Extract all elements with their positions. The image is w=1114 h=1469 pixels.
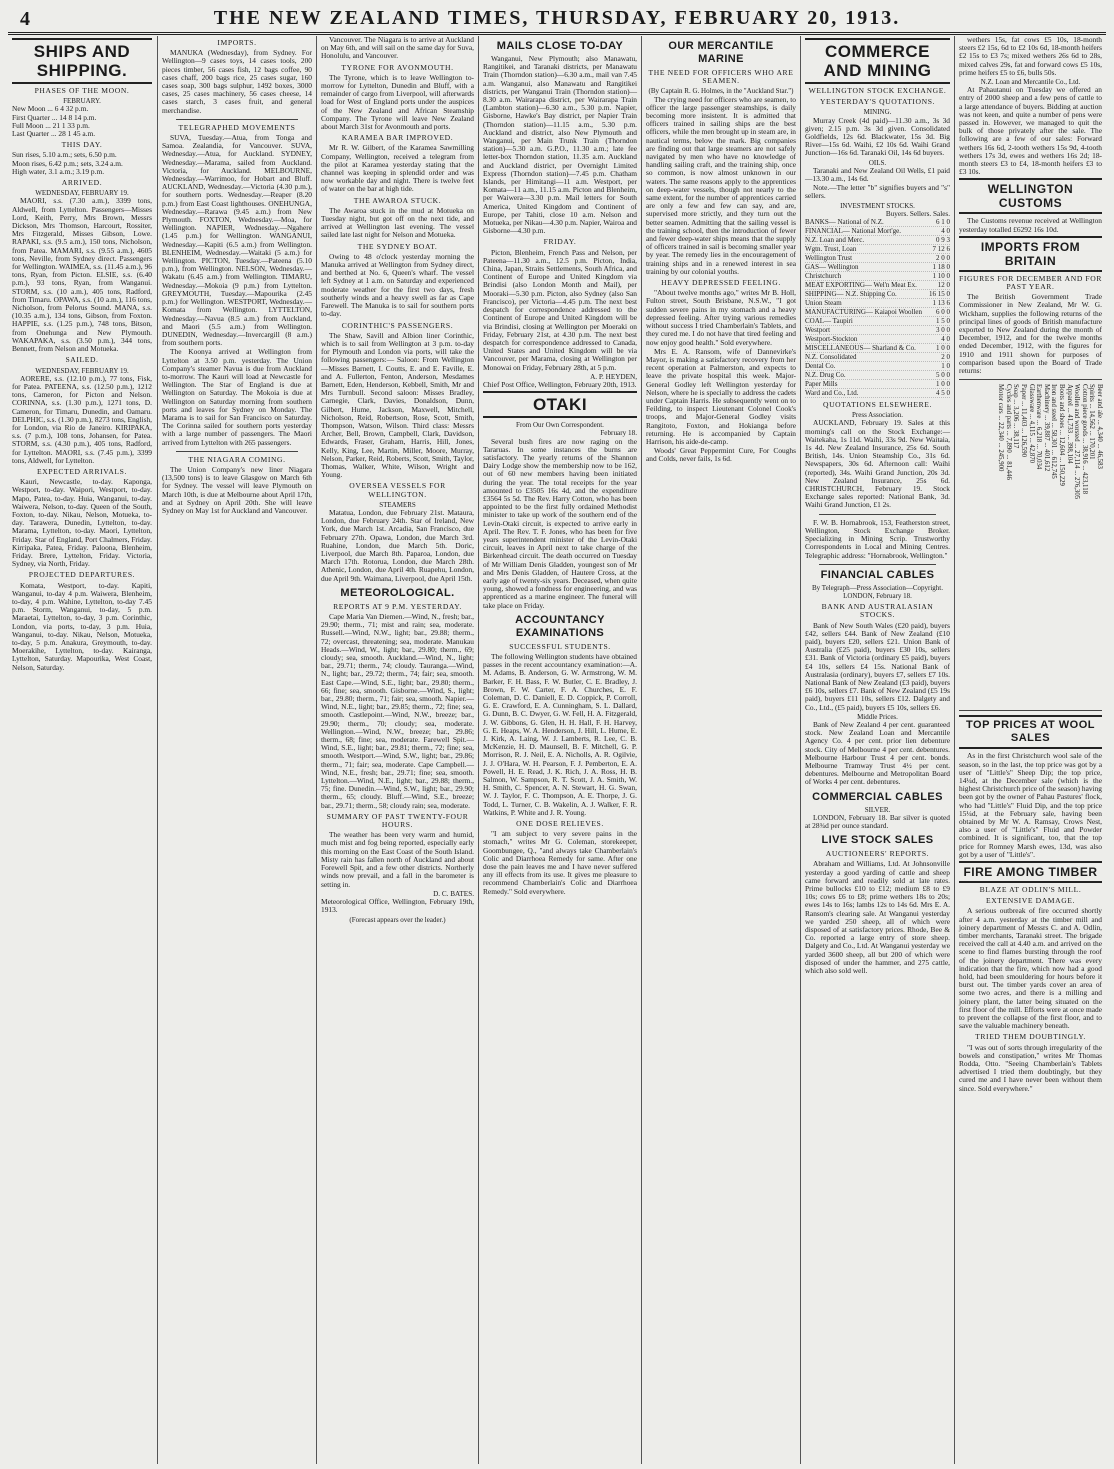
tyrone-heading: TYRONE FOR AVONMOUTH.	[341, 62, 454, 72]
divider	[176, 451, 298, 452]
mails-text: Wanganui, New Plymouth; also Manawatu, Rangitikei, and Taranaki districts, per Manawatu Train (Thorndon station)—6.30 a.m., mail van 7.45 a.m. Wanganui, also Manawatu and Rangitikei districts, per Wanganui Train (Thorndon station)—8.30 a.m. Wairarapa district, per Wairarapa Train (Lambton station)—6.30 a.m., 5.30 p.m. Napier, Gisborne, Hawke's Bay district, per Napier Train (Thorndon station)—11.15 a.m., 5.30 p.m. Auckland and district, also New Plymouth and Wanganui, per Main Trunk Train (Thorndon station)—5.30 a.m. G.P.O., 11.30 a.m.; late fee letter-box Thorndon station, 11.35 a.m. Auckland and Auckland district, per Overnight Limited Express (Thorndon station)—7.45 p.m. Chatham Islands, per Himitangi—11 a.m. Westport, per Komata—11 a.m., 11.15 a.m. Picton and Blenheim, per Waiwera—3.30 p.m. Mail letters for South America, United Kingdom and Continent of Europe, per Tahiti, close 10 a.m. Nelson and Motueka, per Nikau—4.30 p.m. Napier, Wairoa and Gisborne—4.30 p.m.	[483, 54, 637, 236]
oils-heading: OILS.	[868, 158, 887, 167]
stock-name: MEAT EXPORTING— Wel'n Meat Ex.	[805, 281, 917, 290]
imports-table-row: Beer and ale ... 4,340 ... 46,583	[1096, 384, 1103, 470]
silver-heading: SILVER.	[864, 805, 891, 814]
awaroa-text: The Awaroa stuck in the mud at Motueka on Tuesday night, but got off on the next tide, and arrived at Wellington last evening. The vessel sailed late last night for Nelson and Motueka.	[321, 205, 474, 240]
moon-heading: PHASES OF THE MOON.	[34, 86, 130, 95]
auctioneers-heading: AUCTIONEERS' REPORTS.	[825, 849, 930, 859]
marine-text: The crying need for officers who are seamen, to officer the large passenger steamships, is daily becoming more insistent. It is admitted that officers trained in sailing ships are the best officers, while the men brought up in steam are, in nautical terms, below the mark. Big companies are finding out that large steamers are not safely navigated by men who have no knowledge of handling sailing craft, and the training ship, once so common, is now almost unknown in our waters. The same reasons apply to the apprentices on deep-water vessels, though not nearly to the same extent, for the number of apprentices carried are only a few and few can say, and are, supervised more strictly, and they turn out the better seamen. Admitting that the sailing vessel is the training school, then the introduction of fewer and fewer deep-water ships means that the supply of officers trained in sail is becoming smaller year by year. The remedy lies in the encouragement of training ships and in a renewed interest in sea training by our colonial youths.	[646, 94, 796, 276]
hornabrook-advert: F. W. B. Hornabrook, 153, Featherston street, Wellington, Stock Exchange Broker. Specializing in Mining Scrip. Trustworthy Correspondents in Local and Mining Centres. Telegraphic address: "Hornabrook, Wellington."	[805, 517, 950, 560]
stock-price: 4 5 0	[936, 389, 950, 398]
stock-name: Ward and Co., Ltd.	[805, 389, 859, 398]
otaki-byline: From Our Own Correspondent.	[516, 421, 604, 430]
imports-table-row: Spirits ... 14,562 ... 170,201	[1088, 384, 1096, 460]
imports-table-row: Cotton piece goods ... 38,916 ... 423,118	[1080, 384, 1088, 495]
stock-row	[805, 281, 950, 290]
sailed-text: AORERE, s.s. (12.10 p.m.), 77 tons, Fisk, for Patea. PATEENA, s.s. (12.50 p.m.), 1212 tons, Cameron, for Picton and Nelson. CORINNA, s.s. (1.30 p.m.), 1271 tons, D. Cameron, for Timaru, Dunedin, and Oamaru. DELPHIC, s.s. (1.30 p.m.), 8273 tons, English, for London, via Rio de Janeiro. KIRIPAKA, s.s. (7 p.m.), 108 tons, Johansen, for Patea. STORM, s.s. (4.30 p.m.), 405 tons, Radford, for Lyttelton. MAORI, s.s. (7.45 p.m.), 3399 tons, Aldwell, for Lyttelton.	[12, 373, 152, 465]
moon-row: New Moon ... 6 4 32 p.m.	[12, 104, 89, 114]
marine-subhead: THE NEED FOR OFFICERS WHO ARE SEAMEN.	[648, 68, 794, 86]
financial-cables-heading: FINANCIAL CABLES	[820, 568, 935, 581]
heavy-text: "About twelve months ago," writes Mr B. Holl, Fulton street, South Brisbane, N.S.W., "I got sudden severe pains in my stomach and a heavy depressed feeling. After trying various remedies without success I tried Chamberlain's Tablets, and they cured me. I do not have that tired feeling and now enjoy good health." Sold everywhere.	[646, 288, 796, 347]
customs-text: The Customs revenue received at Wellington yesterday totalled £6292 16s 10d.	[959, 216, 1102, 234]
column-marine	[641, 36, 800, 1464]
nzloan-text: At Pahautanui on Tuesday we offered an entry of 2000 sheep and a few pens of cattle to a large attendance of buyers. Bidding at auction was not keen, and quite a number of pens were passed in. However, we managed to quit the bulk of those privately after the sale. The following are a few of our sales: Forward wethers 16s 6d, 2-tooth wethers 15s 9d, 4-tooth wethers 17s 3d, ewes and wethers 16s 2d; 18-month steers £3 to £4, 18-month heifers £3 to £3 10s.	[959, 85, 1102, 177]
stock-price: 7 12 6	[932, 245, 950, 254]
summary-office: Meteorological Office, Wellington, February 19th, 1913.	[321, 896, 474, 915]
tyrone-text: The Tyrone, which is to leave Wellington to-morrow for Lyttelton, Dunedin and Bluff, with a remainder of cargo from Liverpool, will afterwards load for West of England ports under the auspices of the New Zealand and African Steamship Company. The Tyrone will leave New Zealand about March 31st for Avonmouth and ports.	[321, 72, 474, 132]
imports-table-row: Woollen and worsted ... 27,114 ... 276,305	[1073, 384, 1081, 500]
stock-row	[805, 389, 950, 398]
stock-price: 6 1 0	[936, 218, 950, 227]
stock-row	[805, 218, 950, 227]
stock-price: 1 0 0	[936, 380, 950, 389]
stock-price: 3 0 0	[936, 326, 950, 335]
stock-row	[805, 344, 950, 353]
stock-row	[805, 362, 950, 371]
livestock-continued: wethers 15s, fat cows £5 10s, 18-month steers £2 15s, 6d to £2 10s 6d, 18-month heifers £2 15s to £3 7s; mixed wethers 26s 6d to 28s, mixed calves 29s, fat and forward cows £5 10s, prime heifers £5 to £6, bulls 50s.	[959, 35, 1102, 77]
commerce-heading: COMMERCE AND MINING	[805, 38, 950, 84]
imports-heading: IMPORTS.	[217, 38, 257, 47]
relief-text: "I am subject to very severe pains in the stomach," writes Mr G. Coleman, storekeeper, Goombungee, Q., "and always take Chamberlain's Colic and Diarrhoea Remedy for same. After one dose the pain leaves me and I have never suffered any ill effects from its use. It gives me pleasure to recommend Chamberlain's Colic and Diarrhoea Remedy." Sold everywhere.	[483, 829, 637, 896]
meteorological-heading: METEOROLOGICAL.	[340, 586, 455, 599]
mails-signature: A. P. HEYDEN,	[590, 372, 637, 381]
commercial-cables-heading: COMMERCIAL CABLES	[812, 790, 943, 803]
column-mails	[478, 36, 641, 1464]
cables-subhead: By Telegraph—Press Association—Copyright. LONDON, February 18.	[811, 583, 943, 600]
stock-name: FINANCIAL— National Mort'ge.	[805, 227, 901, 236]
telegraphed-heading: TELEGRAPHED MOVEMENTS	[178, 122, 296, 132]
sun-times: Sun rises, 5.10 a.m.; sets, 6.50 p.m.	[12, 150, 117, 160]
accountancy-text: The following Wellington students have obtained passes in the recent accountancy examination:—A. M. Adams, B. Anderson, G. W. Armstrong, W. M. Barker, F. H. Bass, F. W. Butler, C. E. Bradley, J. Brown, F. W. Carter, F. A. Churches, E. F. Coleman, D. C. Daniell, E. D. Coppick, P. Corroll, G. E. Crawford, E. A. Cunningham, S. L. Dallard, G. Dunn, B. C. Dwyer, G. W. Fell, H. A. Fitzgerald, J. W. Gibbons, G. Glen, H. H. Hall, F. H. Harvey, G. E. Heaps, W. A. Henderson, J. Hill, L. Hume, E. J. Kirk, A. Laing, W. J. Lamberts, R. Lee, C. B. McKenzie, H. D. Maunsell, B. F. Mitchell, G. P. Morrison, R. J. Neil, E. A. Nicholls, A. R. Ogilvie, J. J. O'Hara, W. H. Pearson, F. J. Pemberton, E. A. Powell, H. E. Read, J. K. Rich, J. A. Ross, H. B. Salmon, W. Sampson, R. T. Scott, J. A. Smith, W. H. Smith, C. Spencer, A. N. Stewart, H. G. Swan, W. J. Taylor, F. C. Thompson, A. E. Thorpe, J. G. Todd, L. Turner, C. B. Wakelin, A. J. Walker, F. R. Watkins, P. White and J. R. Young.	[483, 652, 637, 817]
relief-heading: ONE DOSE RELIEVES.	[516, 819, 604, 829]
stock-row	[805, 380, 950, 389]
stock-name: Dental Co.	[805, 362, 836, 371]
imports-britain-text: The British Government Trade Commissioner in New Zealand, Mr W. G. Wickham, supplies the following returns of the principal lines of goods of British manufacture exported to New Zealand during the month of December, 1912, and for the twelve months ended December, 1912, with the figures for 1910 and 1911 shown for purposes of comparison based upon the Board of Trade returns:	[959, 292, 1102, 376]
moon-row: Last Quarter ... 28 1 45 a.m.	[12, 129, 96, 139]
stock-name: N.Z. Loan and Merc.	[805, 236, 865, 245]
imports-table-row: Machinery ... 39,887 ... 401,612	[1042, 384, 1050, 472]
stock-row	[805, 317, 950, 326]
imports-table-row: Glassware ... 4,115 ... 42,870	[1027, 384, 1035, 464]
karamea-text: Mr R. W. Gilbert, of the Karamea Sawmilling Company, Wellington, received a telegram from the pilot at Karamea yesterday stating that the channel was keeping in splendid order and was now workable day and night. There is twelve feet of water on the bar at high tide.	[321, 143, 474, 194]
stock-name: GAS— Wellington	[805, 263, 859, 272]
niagara-text: The Union Company's new liner Niagara (13,500 tons) is to leave Glasgow on March 6th for Sydney. The vessel will leave Plymouth on March 10th, is due at Melbourne about April 17th, and at Sydney on April 20th. She will leave Sydney on May 1st for Auckland and Vancouver.	[162, 464, 312, 515]
stock-name: BANKS— National of N.Z.	[805, 218, 884, 227]
nzloan-heading: N.Z. Loan and Mercantile Co., Ltd.	[980, 78, 1081, 87]
stock-price: 1 5 0	[936, 317, 950, 326]
middle-prices-text: Bank of New Zealand 4 per cent. guaranteed stock. New Zealand Loan and Mercantile Agency Co. 4 per cent. prior lien debenture stock. City of Melbourne 4 per cent. debentures. Melbourne Harbour Trust 4 per cent. bonds. Melbourne Tramway Trust 4½ per cent. debentures. Melbourne and Metropolitan Board of Works 4 per cent. debentures.	[805, 719, 950, 787]
stock-name: Westport	[805, 326, 831, 335]
exchange-heading: WELLINGTON STOCK EXCHANGE.	[808, 86, 947, 95]
stock-price: 2 0 0	[936, 254, 950, 263]
fire-text: A serious outbreak of fire occurred shortly after 4 a.m. yesterday at the timber mill and joinery department of Messrs C. and A. Odlin, timber merchants, Taranaki street. The brigade received the call at 4.40 a.m. and arrived on the scene to find flames bursting through the roof of the joinery department. There was every indication that the fire, which now had a good hold, had been smouldering for hours before it burst out. The timber yards cover an area of some two acres, and there is a milling and joinery plant, the latter being situated on the first floor of the mill. Efforts were at once made to prevent the collapse of the first floor, and to save the valuable machinery beneath.	[959, 906, 1102, 1031]
niagara-heading: THE NIAGARA COMING.	[188, 454, 286, 464]
sailed-date: WEDNESDAY, FEBRUARY 19.	[35, 366, 129, 375]
stock-price: 1 18 0	[932, 263, 950, 272]
stock-name: Paper Mills	[805, 380, 838, 389]
stock-name: Union Steam	[805, 299, 842, 308]
sydney-boat-heading: THE SYDNEY BOAT.	[357, 241, 438, 251]
imports-britain-heading: IMPORTS FROM BRITAIN	[959, 236, 1102, 272]
corinthic-text: The Shaw, Savill and Albion liner Corinthic, which is to sail from Wellington at 3 p.m. to-day for Plymouth and London via ports, will take the following passengers:— Saloon: From Wellington—Misses Barnett, I. Coutts, E. and E. Faville, E. and A. Fullerton, Fenton, Anderson, Mesdames Barnett, Eden, Henderson, Kebbell, Smith, Mr and Mrs Turnbull. Second saloon: Misses Bradley, Carnegie, Clark, Davies, Donaldson, Dunn, Gilbert, Hume, Jackson, Maxwell, Mitchell, Nicholson, Reid, Robertson, Rose, Scott, Smith, Thompson, Watson, Wilson. Third class: Messrs Archer, Bell, Brown, Campbell, Clark, Davidson, Edwards, Fraser, Graham, Harris, Hill, Jones, Kelly, King, Lee, Martin, Miller, Moore, Murray, Nelson, Parker, Reid, Roberts, Scott, Smith, Taylor, Thomas, Walker, White, Wilson, Wright and Young.	[321, 330, 474, 480]
mails-office: Chief Post Office, Wellington, February 20th, 1913.	[483, 379, 637, 389]
stock-price: 2 0	[941, 353, 950, 362]
stock-row	[805, 371, 950, 380]
silver-text: LONDON, February 18. Bar silver is quoted at 28¾d per ounce standard.	[805, 812, 950, 830]
imports-text: MANUKA (Wednesday), from Sydney. For Wellington—9 cases toys, 14 cases tools, 200 pieces timber, 56 cases fish, 12 bags coffee, 90 cases chaff, 200 bags rice, 25 cases sugar, 160 cases soap, 300 bags sulphur, 1492 boxes, 3000 cases, 25 cases machinery, 56 cases cheese, 14 cases starch, 3 cases fruit, and general merchandise.	[162, 48, 312, 115]
marine-byline: (By Captain R. G. Holmes, in the "Auckland Star.")	[648, 87, 794, 96]
stock-row	[805, 263, 950, 272]
shipping-notes: The Koonya arrived at Wellington from Lyttelton at 3.50 p.m. yesterday. The Union Company's steamer Navua is due from Auckland to-morrow. The Kauri will load at Newcastle for Wellington. The Star of England is due at Wellington on Saturday. The Mokoia is due at Wellington on Saturday morning from southern ports and leaves for Sydney on Monday. The Marama is to sail for San Francisco on Saturday. The Corinna sailed for southern ports yesterday with a large number of passengers. The Maori arrived from Lyttelton with 265 passengers.	[162, 347, 312, 447]
imports-table-row: Motor cars ... 22,340 ... 245,900	[997, 384, 1005, 472]
bank-stocks-heading: BANK AND AUSTRALASIAN STOCKS.	[821, 602, 934, 620]
column-imports	[157, 36, 316, 1464]
customs-heading: WELLINGTON CUSTOMS	[959, 178, 1102, 214]
mails-heading: MAILS CLOSE TO-DAY	[496, 40, 624, 52]
stock-name: N.Z. Consolidated	[805, 353, 857, 362]
elsewhere-subhead: Press Association.	[852, 411, 903, 420]
sailed-heading: SAILED.	[65, 355, 99, 365]
stock-price: 16 15 0	[929, 290, 950, 299]
stock-name: Wellington Trust	[805, 254, 853, 263]
column-ships	[8, 36, 156, 1464]
investment-heading: INVESTMENT STOCKS.	[840, 201, 915, 210]
fire-subhead-2: EXTENSIVE DAMAGE.	[985, 896, 1076, 906]
wool-heading: TOP PRICES AT WOOL SALES	[959, 715, 1102, 749]
investment-columns: Buyers. Sellers. Sales.	[885, 209, 950, 218]
oils-note: Note.—The letter "b" signifies buyers and "s" sellers.	[805, 183, 950, 201]
stock-row	[805, 272, 950, 281]
mining-text: Murray Creek (4d paid)—11.30 a.m., 3s 3d given; 2.15 p.m. 3s 3d given. Consolidated Goldfields, 12s 6d. Blackwater, 15s 3d. Big River—15s 6d. Waihi, £2 10s 6d. Waihi Grand Junction—16s 6d. Taranaki Oil, 14s 6d buyers.	[805, 115, 950, 158]
stock-row	[805, 353, 950, 362]
stock-row	[805, 326, 950, 335]
stock-row	[805, 299, 950, 308]
divider	[819, 514, 936, 515]
livestock-heading: LIVE STOCK SALES	[821, 834, 934, 847]
forecast-note: (Forecast appears over the leader.)	[349, 916, 446, 925]
newspaper-title: THE NEW ZEALAND TIMES, THURSDAY, FEBRUARY 20, 1913.	[213, 7, 901, 29]
expected-text: Kauri, Newcastle, to-day. Kaponga, Westport, to-day. Waipori, Westport, to-day. Mapo, Patea, to-day. Huia, Wanganui, to-day. Waiwera, Nelson, to-day. Queen of the South, Foxton, to-day. Nikau, Nelson, Motueka, to-day. Tarawera, Dunedin, Lyttelton, to-day. Marama, Lyttelton, to-day. Maori, Lyttelton, Friday. Star of England, Port Chalmers, Friday. Kirripaka, Patea, Friday. Paloona, Blenheim, Friday. Brere, Lyttelton, Friday. Victoria, Sydney, via North, Friday.	[12, 477, 152, 569]
imports-table-row: Apparel ... 41,733 ... 398,104	[1065, 384, 1073, 464]
stock-row	[805, 290, 950, 299]
projected-heading: PROJECTED DEPARTURES.	[28, 570, 136, 580]
page-number: 4	[20, 8, 30, 30]
otaki-text: Several bush fires are now raging on the Tararuas. In some instances the burns are satisfactory. The yearly returns of the Shannon Dairy Lodge show the membership now to be 162, out of 60 new members having been initiated during the year. The total receipts for the year amounted to £3505 16s 4d, and the expenditure £3564 5s 5d. The Rev. Harry Cotton, who has been appointed to be the first fully ordained Methodist minister to take up work of the southern end of the Levin-Otaki circuit, is expected to arrive early in April. The Rev. T. F. Jones, who has been for five years superintendent minister of the Levin-Otaki circuit, leaves in April next to take charge of the Birkenhead circuit. The death occurred on Tuesday of Mr William Denis Gladden, youngest son of Mr and Mrs Denis Gladden, of Hautere Cross, at the early age of twenty-six years. Deceased, when quite young, showed a fondness for engineering, and was apprenticed as a marine engineer. The funeral will take place on Friday.	[483, 436, 637, 610]
stock-name: Westport-Stockton	[805, 335, 858, 344]
tried-heading: TRIED THEM DOUBTINGLY.	[975, 1032, 1086, 1042]
column-shipping-news	[316, 36, 478, 1464]
stock-name: Wgtn. Trust, Loan	[805, 245, 857, 254]
stock-row	[805, 335, 950, 344]
stock-row	[805, 245, 950, 254]
otaki-heading: OTAKI	[483, 391, 637, 418]
moon-times: Moon rises, 6.42 p.m.; sets, 3.24 a.m.	[12, 158, 123, 168]
imports-table-rotated	[963, 384, 1103, 704]
marine-heading: OUR MERCANTILE MARINE	[668, 40, 774, 65]
stock-price: 1 0 0	[936, 344, 950, 353]
stock-price: 12 0	[937, 281, 950, 290]
stock-price: 4 0	[941, 227, 950, 236]
karamea-heading: KARAMEA BAR IMPROVED.	[341, 133, 454, 143]
stock-row	[805, 227, 950, 236]
middle-prices-heading: Middle Prices.	[857, 712, 898, 721]
telegraphed-text: SUVA, Tuesday.—Atua, from Tonga and Samoa. Zealandia, for Vancouver. SUVA, Wednesday.—Atua, for Auckland. SYDNEY, Wednesday.—Marama, sailed from Auckland. Victoria, for Auckland. MELBOURNE, Wednesday.—Warrimoo, for Hobart and Bluff. AUCKLAND, Wednesday.—Victoria (4.30 p.m.), for southern ports. Wednesday.—Reaper (8.20 p.m.) from East Coast lighthouses. ONEHUNGA, Wednesday.—Rarawa (9.45 a.m.) from New Plymouth. FOXTON, Wednesday.—Moa, for Wellington. NAPIER, Wednesday.—Ngahere (1.45 p.m.) for Wellington. WANGANUI, Wednesday.—Kapiti (6.5 a.m.) from Wellington. BLENHEIM, Wednesday.—Waitaki (5 a.m.) for Wellington. PICTON, Tuesday.—Pateena (5.10 p.m.), from Wellington. NELSON, Wednesday.—Wakatu (6.45 a.m.) from Wellington. TIMARU, Wednesday.—Mokoia (9 p.m.) from Lyttelton. GREYMOUTH, Tuesday.—Mapourika (2.45 p.m.) for Wellington. WESTPORT, Wednesday.—Komata from Wellington. LYTTELTON, Wednesday.—Navua (8.5 a.m.) from Auckland, and Maori (5.5 a.m.) from Wellington. DUNEDIN, Wednesday.—Invercargill (8 a.m.) from southern ports.	[162, 133, 312, 348]
expected-heading: EXPECTED ARRIVALS.	[37, 466, 127, 476]
wool-text: As in the first Christchurch wool sale of the season, so in the last, the top price was got by a user of "Little's" Sheep Dip; the top price, 14¼d, at the December sale (which is the highest Christchurch price of the season) having been got by the owner of Pahau Pastures' flock, who had "Little's" Fluid Dip, and the top price 15¼d, at the February sale, having been obtained by Mr W. A. Ramsay, Crows Nest, also a user of "Little's" Fluid and Powder combined. It is significant, too, that the top price for Romney Marsh ewes, 13d, was also got by a user of "Little's".	[959, 751, 1102, 859]
awaroa-heading: THE AWAROA STUCK.	[353, 195, 442, 205]
this-day-heading: THIS DAY.	[61, 140, 103, 150]
otaki-date: February 18.	[600, 429, 637, 438]
divider	[176, 119, 298, 120]
mining-heading: MINING.	[863, 108, 892, 117]
stock-price: 1 0	[941, 362, 950, 371]
stock-price: 1 13 6	[932, 299, 950, 308]
friday-heading: FRIDAY.	[543, 237, 577, 247]
moon-row: First Quarter ... 14 8 14 p.m.	[12, 112, 97, 122]
stock-name: SHIPPING— N.Z. Shipping Co.	[805, 290, 897, 299]
oversea-text: Matatua, London, due February 21st. Mataura, London, due February 24th. Star of Ireland, New York, due March 1st. Arcadia, San Francisco, due February 27th. Opawa, London, due March 3rd. Ruahine, London, due March 5th. Doric, Liverpool, due March 8th. Paparoa, London, due March 17th. Rotorua, London, due March 28th. Athenic, London, due April 4th. Ruapehu, London, due April 9th. Waimana, Liverpool, due April 15th.	[321, 507, 474, 583]
imports-table-row: Earthenware ... 6,218 ... 70,034	[1035, 384, 1043, 470]
accountancy-heading: ACCOUNTANCY EXAMINATIONS	[515, 613, 605, 639]
stock-name: MANUFACTURING— Kaiapoi Woollen	[805, 308, 923, 317]
oversea-heading: OVERSEA VESSELS FOR WELLINGTON.	[349, 481, 446, 499]
fire-heading: FIRE AMONG TIMBER	[959, 861, 1102, 883]
stock-price: 5 0 0	[936, 371, 950, 380]
stock-row	[805, 236, 950, 245]
steamers-label: STEAMERS	[379, 500, 416, 509]
cables-text: Bank of New South Wales (£20 paid), buyers £42, sellers £44. Bank of New Zealand (£10 paid), buyers £20, sellers £21. Union Bank of Australia (£25 paid), buyers £30 10s, sellers £31. Bank of Victoria (ordinary £5 paid), buyers £4 10s, sellers £4 15s. National Bank of Australasia (ordinary), buyers £7, sellers £7 10s. National Bank of New Zealand (£3 paid), buyers £6 10s, sellers £7. Bank of New Zealand (£5 19s paid), buyers £11 10s, sellers £12. Dalgety and Co., Ltd., (£5 paid), buyers £5 10s, sellers £6.	[805, 620, 950, 712]
ships-heading: SHIPS AND SHIPPING.	[12, 38, 152, 84]
masthead	[8, 6, 1106, 35]
peppermint-advert: Woods' Great Peppermint Cure, For Coughs and Colds, never fails, 1s 6d.	[646, 446, 796, 464]
fire-subhead: BLAZE AT ODLIN'S MILL.	[979, 884, 1082, 894]
moon-month: FEBRUARY.	[63, 97, 101, 106]
accountancy-subhead: SUCCESSFUL STUDENTS.	[509, 641, 611, 651]
meteorological-subhead: REPORTS AT 9 P.M. YESTERDAY.	[333, 601, 462, 611]
projected-text: Komata, Westport, to-day. Kapiti, Wanganui, to-day 4 p.m. Waiwera, Blenheim, to-day, 4 p.m. Wahine, Lyttelton, to-day 7.45 p.m. Storm, Wanganui, to-day, 5 p.m. Maraetai, Lyttelton, to-day, 3 p.m. Corinthic, London, via ports, to-day, 3 p.m. Huia, Wanganui, to-day. Nikau, Nelson, Motueka, to-day, 5 p.m. Anakura, Greymouth, to-day. Moerakihe, Lyttelton, to-day. Kairanga, Lyttelton, Saturday. Mapourika, West Coast, Nelson, Saturday.	[12, 580, 152, 672]
imports-table-row: Boots and shoes ... 12,604 ... 150,229	[1058, 384, 1066, 487]
stock-price: 6 0 0	[936, 308, 950, 317]
stock-name: Christchurch	[805, 272, 842, 281]
arrived-heading: ARRIVED.	[61, 178, 103, 188]
elsewhere-text: AUCKLAND, February 19. Sales at this morning's call on the Stock Exchange:— Waitekaha, 1s 11d. Waihi, 33s 9d. New Waitaia, 1s 4d. New Zealand Insurance, 25s 6d. South British, 14s. Union Steamship Co., 31s 6d. Newspapers, 30s 6d. Afternoon call: Waihi (reported), 34s. Waihi Grand Junction, 20s 3d. New Zealand Insurance, 25s 6d. CHRISTCHURCH, February 19. Stock Exchange sales reported: National Bank, 3d. Waihi Grand Junction, £1 2s.	[805, 418, 950, 510]
imports-table-row: Paper ... 11,403 ... 126,590	[1020, 384, 1028, 458]
summary-signature: D. C. BATES.	[433, 889, 474, 898]
ransom-text: Mrs E. A. Ransom, wife of Dannevirke's Mayor, is making a satisfactory recovery from her recent operation at Palmerston, and expects to leave the private hospital this week. Major-General Godley left Wellington yesterday for Nelson, where he is specially to address the cadets under Captain Harris. He subsequently went on to Feilding, to inspect Lieutenant Colonel Cook's troops, and Major-General Godley visits Rangitoto, Foxton, and Hokianga before returning. He is accompanied by Captain Harrison, his aide-de-camp.	[646, 346, 796, 446]
friday-text: Picton, Blenheim, French Pass and Nelson, per Pateena—11.30 a.m., 12.5 p.m. Picton, India, China, Japan, Straits Settlements, South Africa, and Continent of Europe and United Kingdom via Brindisi (also London Month and Mail), per Mooraki—5.30 p.m. Picton, also Sydney (also San Francisco), per Victoria—4.45 p.m. The next best despatch for correspondence addressed to the Continent of Europe and United Kingdom will be via Brindisi, closing at Wellington per Moeraki on Friday, February 21st, at 4.30 p.m. The next best despatch for correspondence addressed to Canada, United States and United Kingdom will be via Vancouver, per Marama, closing at Wellington per Monowai on Friday, February 28th, at 5 p.m.	[483, 247, 637, 372]
imports-table-row: Iron and steel ... 58,301 ... 612,745	[1050, 384, 1058, 480]
imports-britain-subhead: FIGURES FOR DECEMBER AND FOR PAST YEAR.	[959, 273, 1102, 292]
tried-text: "I was out of sorts through irregularity of the bowels and constipation," writes Mr Thomas Rodda, Otto. "Seeing Chamberlain's Tablets advertised I tried them doubtingly, but they cured me and I have never been without them since. Sold everywhere."	[959, 1042, 1102, 1093]
stock-list	[805, 218, 950, 398]
stock-price: 4 0	[941, 335, 950, 344]
heavy-heading: HEAVY DEPRESSED FEELING.	[661, 278, 781, 288]
summary-heading: SUMMARY OF PAST TWENTY-FOUR HOURS.	[326, 811, 469, 830]
stock-row	[805, 254, 950, 263]
imports-table	[959, 379, 1102, 711]
niagara-continued: Vancouver. The Niagara is to arrive at Auckland on May 6th, and will sail on the same day for Suva, Honolulu, and Vancouver.	[321, 35, 474, 61]
summary-text: The weather has been very warm and humid, much mist and fog being reported, especially early this morning on the East Coast of the South Island. Misty rain has fallen north of Auckland and about Forewell Spit, and a few other districts. Northerly winds now prevail, and a fall in the barometer is setting in.	[321, 830, 474, 889]
arrived-text: MAORI, s.s. (7.30 a.m.), 3399 tons, Aldwell, from Lyttelton. Passengers—Misses Lord, Keith, Perry, Mrs Brown, Messrs Dickson, Mrs Thomson, Harcourt, Rossiter, Mrs Fitzgerald, Misses Gibson, Lowe. RAPAKI, s.s. (9.5 a.m.), 150 tons, Nicholson, from Patea. MAMARI, s.s. (9.55 a.m.), 4605 tons, Neville, from Sydney direct. Passengers for Wellington. WAIMEA, s.s. (11.45 a.m.), 96 tons, Ryan, from Picton. ELSIE, s.s. (6.40 p.m.), 93 tons, Ryan, from Wanganui. STORM, s.s. (10 a.m.), 405 tons, Radford, from Timaru. OPAWA, s.s. (10 a.m.), 116 tons, Nicholson, from Pelorus Sound. MANA, s.s. (10.35 a.m.), 134 tons, Gibson, from Foxton. HAPPIE, s.s. (1.25 p.m.), 748 tons, Bitson, from Onehunga and New Plymouth. WAKAPAKA, s.s. (3.50 p.m.), 344 tons, Bennett, from Nelson and Motueka.	[12, 196, 152, 354]
livestock-text: Abraham and Williams, Ltd. At Johnsonville yesterday a good yarding of cattle and sheep came forward and readily sold at late rates. Prime bullocks £10 to £12; medium £8 to £9 10s; cows £6 to £8; prime wethers 18s to 20s; ewes 14s to 16s; lambs 12s to 14s 6d. Mrs E. A. Ransom's clearing sale. At Wanganui yesterday we yarded 250 sheep, all of which were disposed of at satisfactory prices. Rhode, Bee & Co. reported a large entry of store sheep. Dalgety and Co., Ltd. At Wanganui yesterday we yarded 3600 sheep, all but 200 of which were disposed of under the hammer, and 275 cattle, which also sold well.	[805, 859, 950, 976]
stock-price: 0 9 3	[936, 236, 950, 245]
stock-name: MISCELLANEOUS— Sharland & Co.	[805, 344, 916, 353]
stock-row	[805, 308, 950, 317]
elsewhere-heading: QUOTATIONS ELSEWHERE.	[822, 400, 932, 410]
imports-table-row: Cycles and parts ... 7,890 ... 81,446	[1004, 384, 1012, 481]
moon-row: Full Moon ... 21 1 33 p.m.	[12, 120, 90, 130]
stock-name: COAL— Taupiri	[805, 317, 853, 326]
quotations-heading: YESTERDAY'S QUOTATIONS.	[819, 97, 936, 107]
sydney-boat-text: Owing to 48 o'clock yesterday morning the Manuka arrived at Wellington from Sydney direct, and berthed at No. 6, Queen's wharf. The vessel left Sydney at 1 a.m. on Saturday and experienced moderate weather for the first two days, fresh southerly winds and a heavy swell as far as Cape Farewell. The Manuka is to sail for southern ports to-day.	[321, 251, 474, 319]
imports-table-row: Soap ... 3,206 ... 38,117	[1012, 384, 1020, 449]
column-commerce	[800, 36, 954, 1464]
divider	[819, 564, 936, 565]
stock-price: 1 10 0	[932, 272, 950, 281]
column-markets	[954, 36, 1106, 1464]
oils-text: Taranaki and New Zealand Oil Wells, £1 paid—13.30 a.m., 14s 6d.	[805, 165, 950, 184]
meteorological-text: Cape Maria Van Diemen.—Wind, N., fresh; bar., 29.90; therm., 71; mist and rain; sea, moderate. Russell.—Wind, N.W., light; bar., 29.88; therm., 72; overcast, threatening; sea, moderate. Manukau Heads.—Wind, W., light; bar., 29.80; therm., 69; cloudy; sea, smooth. Auckland.—Wind, N., light; bar., 29.71; therm., 74; cloudy. Tauranga.—Wind, N., light; bar., 29.72; therm., 74; fair; sea, smooth. East Cape.—Wind, S.E., light; bar., 29.80; therm., 66; fine; sea, smooth. Gisborne.—Wind, S., light; bar., 29.80; therm., 71; fair; sea, smooth. Napier.—Wind, N.E., light; bar., 29.85; therm., 72; fine; sea, smooth. Castlepoint.—Wind, N.W., breeze; bar., 29.90; therm., 70; cloudy; sea, moderate. Wellington.—Wind, N.W., breeze; bar., 29.86; therm., 68; fine; sea, moderate. Farewell Spit.—Wind, S.E., light; bar., 29.81; therm., 72; fine; sea, smooth. Westport.—Wind, S.W., light; bar., 29.86; therm., 71; fair; sea, moderate. Cape Campbell.—Wind, N.E., fresh; bar., 29.71; fine; sea, smooth. Lyttelton.—Wind, N.E., light; bar., 29.88; therm., 75; fine. Dunedin.—Wind, S.W., light; bar., 29.90; therm., 65; cloudy. Bluff.—Wind, S.E., breeze; bar., 29.71; therm., 58; cloudy rain; sea, moderate.	[321, 612, 474, 810]
water-times: High water, 3.1 a.m.; 3.19 p.m.	[12, 166, 105, 176]
stock-name: N.Z. Drug Co.	[805, 371, 846, 380]
arrived-date: WEDNESDAY, FEBRUARY 19.	[35, 189, 129, 198]
corinthic-heading: CORINTHIC'S PASSENGERS.	[341, 320, 454, 330]
